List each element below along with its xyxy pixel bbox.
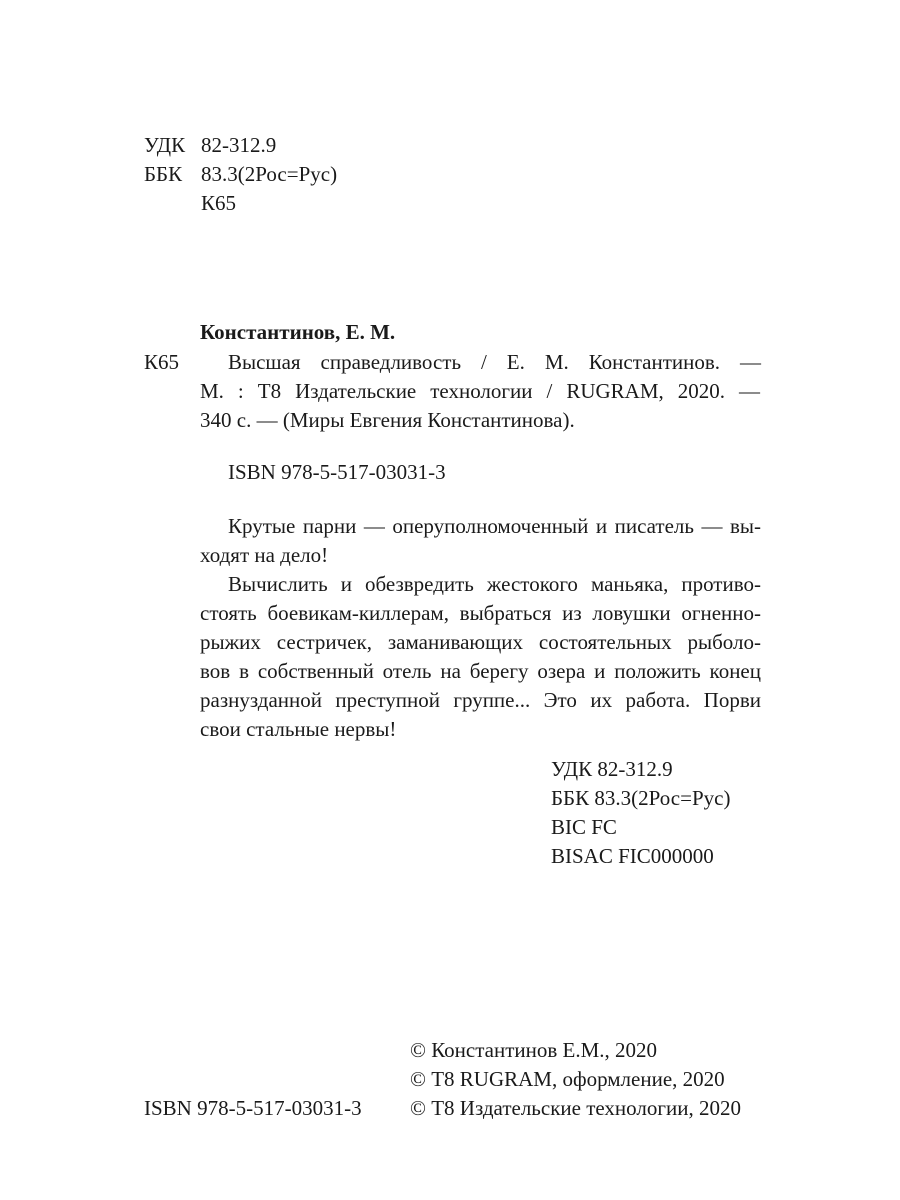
classification-code: ББК 83.3(2Рос=Рус): [551, 786, 731, 810]
annotation-line: ходят на дело!: [200, 543, 329, 567]
record-author-mark: К65: [144, 350, 180, 374]
annotation-line: свои стальные нервы!: [200, 717, 397, 741]
description-line: Высшая справедливость / Е. М. Константинов. —: [228, 350, 761, 374]
annotation-line: рыжих сестричек, заманивающих состоятельных рыболо-: [200, 630, 761, 654]
classification-code: BIC FC: [551, 815, 617, 839]
footer-isbn: ISBN 978-5-517-03031-3: [144, 1096, 362, 1120]
bbk-row: [144, 160, 337, 189]
copyright-line: © Т8 RUGRAM, оформление, 2020: [410, 1067, 725, 1091]
description-line: 340 с. — (Миры Евгения Константинова).: [200, 408, 575, 432]
description-line: М. : Т8 Издательские технологии / RUGRAM, 2020. —: [200, 379, 760, 403]
udk-row: [144, 131, 276, 160]
annotation-line: разнузданной преступной группе... Это их работа. Порви: [200, 688, 761, 712]
record-isbn: ISBN 978-5-517-03031-3: [228, 460, 446, 484]
annotation-line: Крутые парни — оперуполномоченный и писатель — вы-: [228, 514, 761, 538]
copyright-line: © Т8 Издательские технологии, 2020: [410, 1096, 741, 1120]
copyright-line: © Константинов Е.М., 2020: [410, 1038, 658, 1062]
classification-code: УДК 82-312.9: [551, 757, 673, 781]
annotation-line: Вычислить и обезвредить жестокого маньяка, противо-: [228, 572, 761, 596]
author-heading: Константинов, Е. М.: [200, 320, 396, 344]
udk-label: УДК: [144, 133, 186, 157]
bbk-label: ББК: [144, 162, 183, 186]
bbk-value: 83.3(2Рос=Рус): [201, 162, 338, 186]
annotation-line: вов в собственный отель на берегу озера и положить конец: [200, 659, 761, 683]
header-author-mark: К65: [201, 191, 237, 215]
annotation-line: стоять боевикам-киллерам, выбраться из ловушки огненно-: [200, 601, 761, 625]
classification-code: BISAC FIC000000: [551, 844, 714, 868]
udk-value: 82-312.9: [201, 133, 277, 157]
